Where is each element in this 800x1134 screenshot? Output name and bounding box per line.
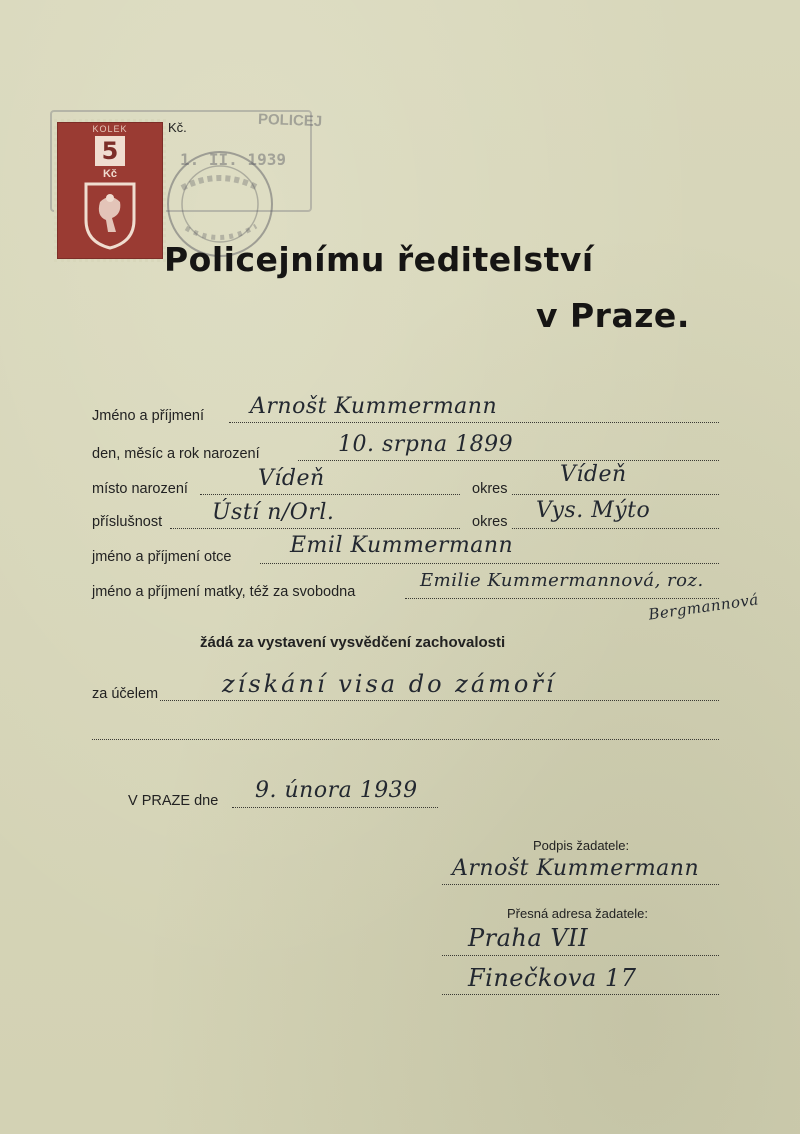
purpose-label: za účelem (92, 686, 159, 702)
mother-line (405, 598, 719, 599)
birth-district-line (512, 494, 719, 495)
request-heading: žádá za vystavení vysvědčení zachovalosti (200, 634, 506, 651)
name-value: Arnošt Kummermann (250, 394, 498, 419)
page-title-line2: v Praze. (536, 296, 690, 335)
purpose-line (160, 700, 719, 701)
purpose-line-2 (92, 739, 719, 740)
citizenship-line (170, 528, 460, 529)
citizenship-label: příslušnost (92, 514, 163, 530)
revenue-stamp (57, 122, 163, 259)
citizenship-district-line (512, 528, 719, 529)
signature-label: Podpis žadatele: (533, 838, 630, 853)
birth-district-label: okres (472, 481, 508, 497)
birth-date-line (298, 460, 719, 461)
page-title-line1: Policejnímu ředitelství (164, 240, 594, 279)
faint-stamp-date: 1. II. 1939 (180, 150, 286, 169)
citizenship-district-label: okres (472, 514, 508, 530)
citizenship-district-value: Vys. Mýto (536, 498, 651, 523)
name-label: Jméno a příjmení (92, 408, 205, 424)
signature-value: Arnošt Kummermann (452, 856, 700, 881)
stamp-currency-label: Kč. (168, 120, 187, 135)
faint-stamp-text: POLICEJ (257, 110, 323, 131)
citizenship-value: Ústí n/Orl. (212, 500, 335, 525)
address-line-2 (442, 994, 719, 995)
stamp-top-text: KOLEK (92, 124, 128, 134)
stamp-value: 5 (95, 136, 125, 166)
address-value-1: Praha VII (468, 924, 589, 952)
name-line (229, 422, 719, 423)
signature-line (442, 884, 719, 885)
purpose-value: získání visa do zámoří (222, 670, 557, 698)
address-value-2: Finečkova 17 (468, 964, 637, 992)
birth-place-label: místo narození (92, 481, 188, 497)
mother-value: Emilie Kummermannová, roz. (420, 570, 704, 591)
birth-place-value: Vídeň (258, 466, 325, 491)
father-value: Emil Kummermann (290, 533, 514, 558)
address-label: Přesná adresa žadatele: (507, 906, 648, 921)
father-label: jméno a příjmení otce (92, 549, 232, 565)
birth-place-line (200, 494, 460, 495)
address-line-1 (442, 955, 719, 956)
father-line (260, 563, 719, 564)
date-value: 9. února 1939 (255, 778, 418, 803)
birth-district-value: Vídeň (560, 462, 627, 487)
mother-maiden-value: Bergmannová (647, 590, 760, 624)
date-label: V PRAZE dne (128, 793, 219, 809)
birth-date-label: den, měsíc a rok narození (92, 446, 260, 462)
mother-label: jméno a příjmení matky, též za svobodna (92, 584, 356, 600)
lion-emblem-icon (82, 180, 138, 250)
birth-date-value: 10. srpna 1899 (338, 432, 514, 457)
date-line (232, 807, 438, 808)
stamp-unit: Kč (102, 168, 118, 180)
